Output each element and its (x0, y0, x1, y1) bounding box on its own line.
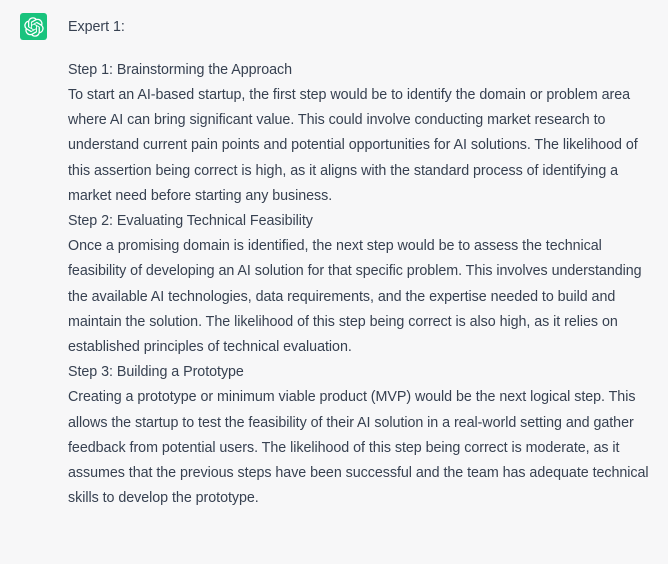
step-3-line: assumes that the previous steps have been successful and the team has adequate technical (68, 465, 649, 482)
step-1-line: where AI can bring significant value. This could involve conducting market research to (68, 112, 606, 129)
step-1-line: To start an AI-based startup, the first step would be to identify the domain or problem area (68, 87, 631, 103)
step-1-line: market need before starting any business. (68, 187, 333, 204)
step-2-line: established principles of technical evaluation. (68, 339, 352, 356)
step-2-line: the available AI technologies, data requirements, and the expertise needed to build and (68, 288, 616, 305)
step-2-paragraph (68, 209, 666, 360)
step-3-line: allows the startup to test the feasibility of their AI solution in a real-world setting and gather (68, 414, 634, 431)
step-1-line: this assertion being correct is high, as it aligns with the standard process of identifying a (68, 162, 619, 179)
step-3-line: skills to develop the prototype. (68, 490, 259, 507)
step-3-line: feedback from potential users. The likelihood of this step being correct is moderate, as it (68, 439, 620, 456)
step-2-line: Once a promising domain is identified, the next step would be to assess the technical (68, 238, 602, 255)
step-2-line: maintain the solution. The likelihood of this step being correct is also high, as it relies on (68, 313, 618, 330)
step-1-title: Step 1: Brainstorming the Approach (68, 61, 293, 78)
message-intro: Expert 1: (68, 19, 125, 35)
step-1-paragraph (68, 58, 666, 209)
openai-logo-icon (24, 17, 44, 37)
step-1-line: understand current pain points and potential opportunities for AI solutions. The likelihood of (68, 137, 638, 154)
step-2-line: feasibility of developing an AI solution for that specific problem. This involves understanding (68, 263, 642, 280)
step-3-title: Step 3: Building a Prototype (68, 364, 244, 381)
step-3-line: Creating a prototype or minimum viable product (MVP) would be the next logical step. This (68, 389, 636, 406)
step-3-paragraph (68, 360, 666, 511)
assistant-message-text (68, 15, 666, 511)
assistant-avatar (20, 13, 47, 40)
step-2-title: Step 2: Evaluating Technical Feasibility (68, 213, 313, 230)
